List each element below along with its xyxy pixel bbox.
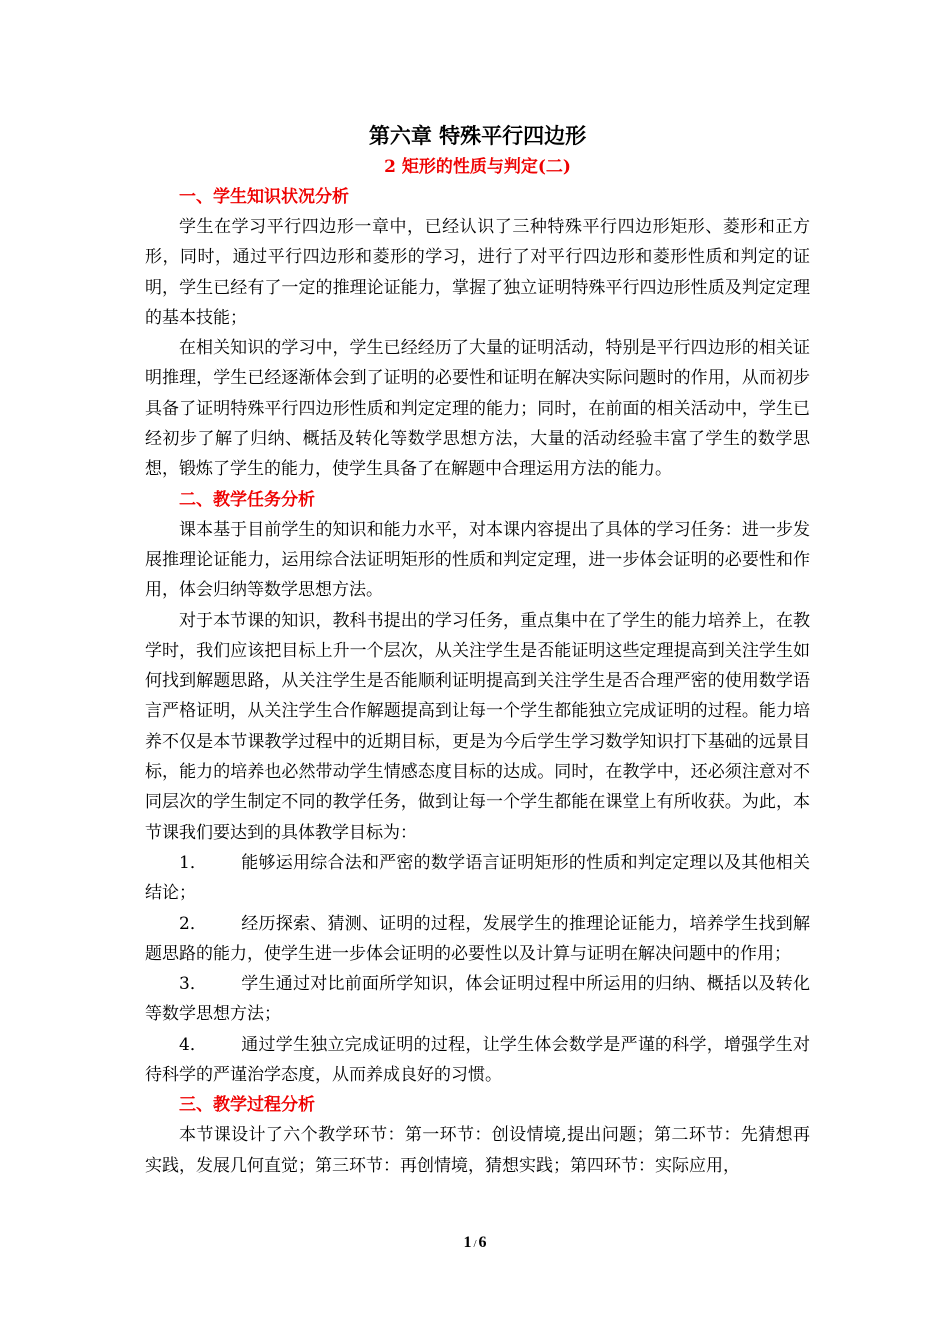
section-heading-3: 三、教学过程分析 [179,1095,315,1116]
objective-list-item-3 [145,969,810,1030]
section-heading-1: 一、学生知识状况分析 [179,187,349,207]
objective-text: 通过学生独立完成证明的过程，让学生体会数学是严谨的科学，增强学生对待科学的严谨治学态度，从而养成良好的习惯。 [145,1034,810,1086]
section-2-paragraph-1: 课本基于目前学生的知识和能力水平，对本课内容提出了具体的学习任务：进一步发展推理论证能力，运用综合法证明矩形的性质和判定定理，进一步体会证明的必要性和作用，体会归纳等数学思想方法。 [145,519,810,601]
section-1-paragraph-2: 在相关知识的学习中，学生已经经历了大量的证明活动，特别是平行四边形的相关证明推理，学生已经逐渐体会到了证明的必要性和证明在解决实际问题时的作用，从而初步具备了证明特殊平行四边形性质和判定定理的能力；同时，在前面的相关活动中，学生已经初步了解了归纳、概括及转化等数学思想方法，大量的活动经验丰富了学生的数学思想，锻炼了学生的能力，使学生具备了在解题中合理运用方法的能力。 [145,338,810,480]
objective-text: 学生通过对比前面所学知识，体会证明过程中所运用的归纳、概括以及转化等数学思想方法； [145,974,810,1025]
objective-number: 2． [179,913,207,934]
section-heading-2: 二、教学任务分析 [179,489,315,510]
section-2-paragraph-2: 对于本节课的知识，教科书提出的学习任务，重点集中在了学生的能力培养上，在教学时，我们应该把目标上升一个层次，从关注学生是否能证明这些定理提高到关注学生如何找到解题思路，从关注学生是否能顺利证明提高到关注学生是否合理严密的使用数学语言严格证明，从关注学生合作解题提高到让每一个学生都能独立完成证明的过程。能力培养不仅是本节课教学过程中的近期目标，更是为今后学生学习数学知识打下基础的远景目标，能力的培养也必然带动学生情感态度目标的达成。同时，在教学中，还必须注意对不同层次的学生制定不同的教学任务，做到让每一个学生都能在课堂上有所收获。为此，本节课我们要达到的具体教学目标为： [145,610,810,843]
document-page [145,120,810,1181]
page-separator: / [473,1238,477,1250]
objective-text: 经历探索、猜测、证明的过程，发展学生的推理论证能力，培养学生找到解题思路的能力，使学生进一步体会证明的必要性以及计算与证明在解决问题中的作用； [145,913,810,964]
section-3-paragraph-1: 本节课设计了六个教学环节：第一环节：创设情境,提出问题；第二环节：先猜想再实践，发展几何直觉；第三环节：再创情境，猜想实践；第四环节：实际应用， [145,1125,810,1176]
current-page-number: 1 [463,1234,472,1251]
objective-number: 3． [179,974,207,995]
objective-list-item-1 [145,848,810,909]
objective-number: 4． [179,1034,207,1055]
lesson-subtitle: 2 矩形的性质与判定(二) [384,157,571,177]
objective-text: 能够运用综合法和严密的数学语言证明矩形的性质和判定定理以及其他相关结论； [145,852,810,904]
page-number-footer [0,1234,950,1252]
objective-number: 1． [179,852,207,873]
total-pages-number: 6 [478,1234,487,1251]
chapter-title: 第六章 特殊平行四边形 [368,123,587,148]
objective-list-item-4 [145,1030,810,1091]
objective-list-item-2 [145,909,810,970]
section-1-paragraph-1: 学生在学习平行四边形一章中，已经认识了三种特殊平行四边形矩形、菱形和正方形，同时，通过平行四边形和菱形的学习，进行了对平行四边形和菱形性质和判定的证明，学生已经有了一定的推理论证能力，掌握了独立证明特殊平行四边形性质及判定定理的基本技能； [145,217,810,328]
